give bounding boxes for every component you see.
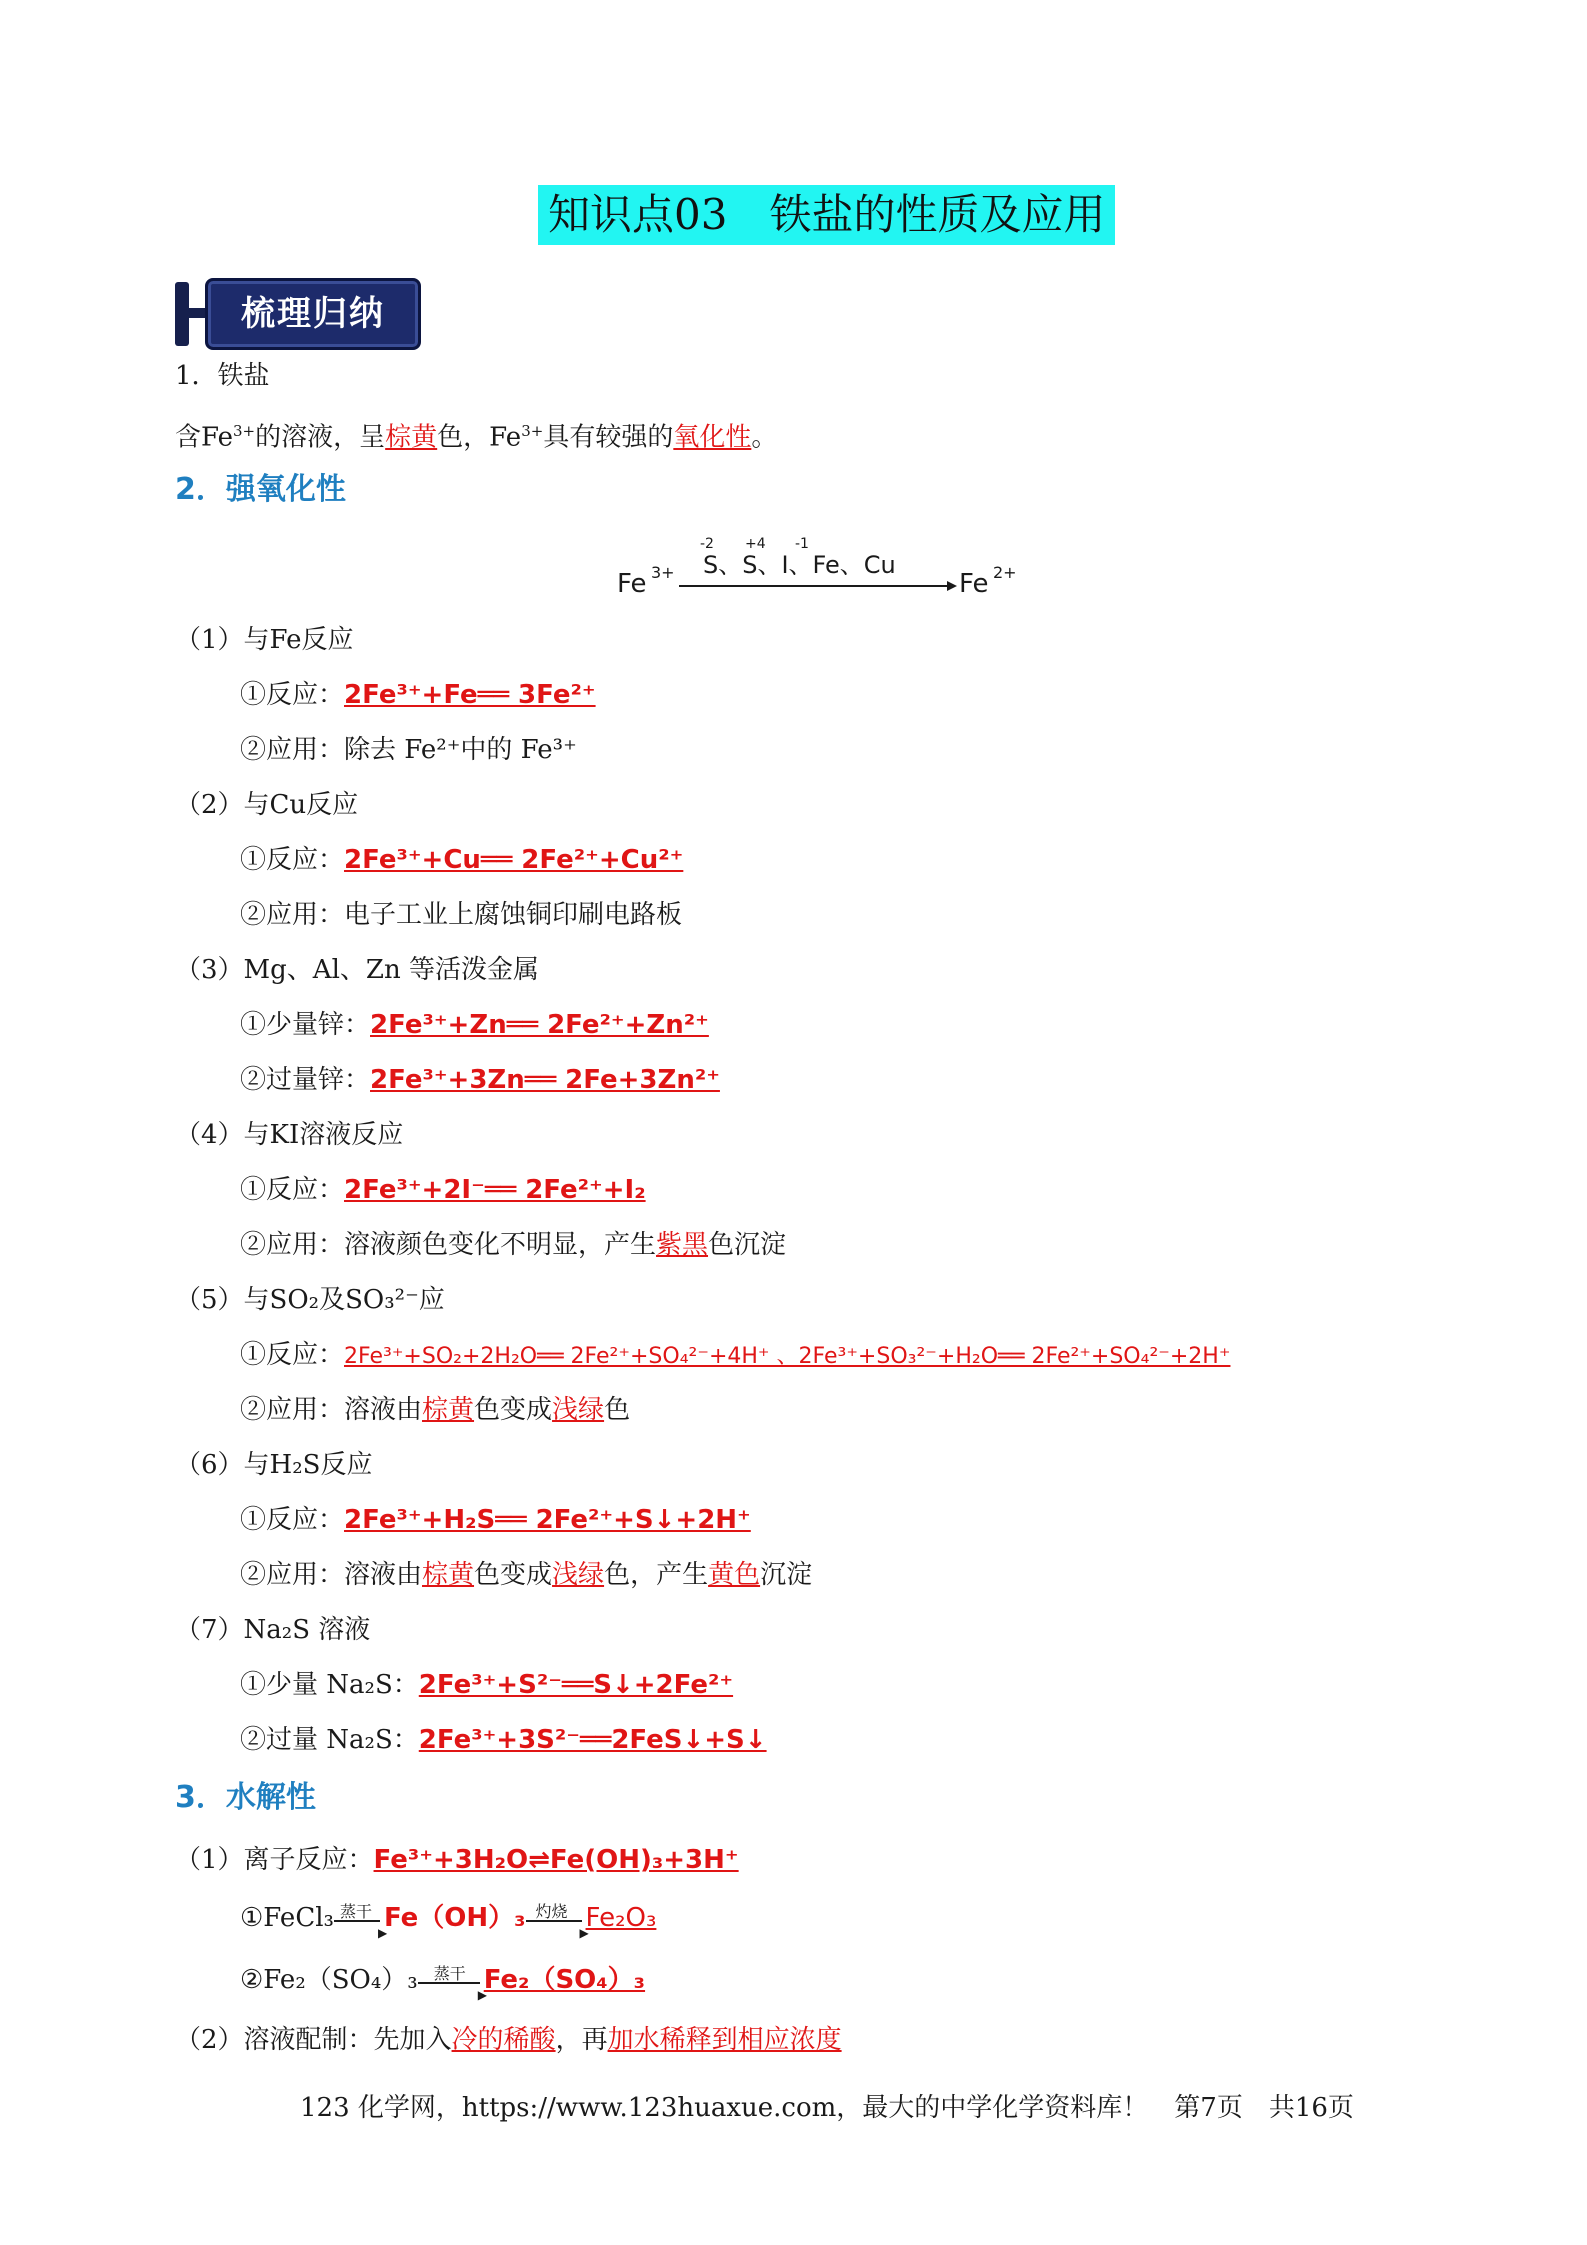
badge-hook (185, 308, 207, 318)
s3-item1-a: ①FeCl₃ 蒸干 ▶ Fe（OH）₃ 灼烧 ▶ Fe₂O₃ (240, 1902, 657, 1940)
s1-heading: 1．铁盐 (175, 361, 270, 391)
oxidation-diagram (615, 530, 1015, 610)
arrow-evaporate-2: 蒸干 ▶ (418, 1966, 484, 1996)
s2-item4-head: （4）与KI溶液反应 (175, 1120, 404, 1150)
svg-text:-1: -1 (795, 536, 809, 552)
svg-text:Fe: Fe (617, 569, 647, 599)
s2-item2-head: （2）与Cu反应 (175, 790, 359, 820)
page-title: 知识点03 铁盐的性质及应用 (538, 185, 1115, 245)
s1-desc: 含$Fe^{3+}$的溶液，呈棕黄色，$Fe^{3+}$具有较强的氧化性。 (175, 422, 778, 453)
s2-item2-r2: ②应用：电子工业上腐蚀铜印刷电路板 (240, 900, 683, 930)
s2-heading: 2．强氧化性 (175, 472, 346, 507)
arrow-calcine: 灼烧 ▶ (526, 1904, 586, 1934)
s2-item1-r1: ①反应：2Fe³⁺+Fe══ 3Fe²⁺ (240, 680, 596, 710)
s2-item5-head: （5）与SO₂及SO₃²⁻应 (175, 1285, 445, 1315)
svg-text:2+: 2+ (993, 563, 1015, 582)
s3-heading: 3．水解性 (175, 1780, 316, 1815)
s2-item7-r1: ①少量 Na₂S：2Fe³⁺+S²⁻══S↓+2Fe²⁺ (240, 1670, 734, 1700)
s2-item1-r2: ②应用：除去 Fe²⁺中的 Fe³⁺ (240, 735, 577, 765)
svg-text:S、S、I、Fe、Cu: S、S、I、Fe、Cu (703, 551, 896, 579)
svg-text:-2: -2 (700, 536, 714, 552)
s2-item4-r2: ②应用：溶液颜色变化不明显，产生紫黑色沉淀 (240, 1230, 787, 1260)
s2-item3-r2: ②过量锌：2Fe³⁺+3Zn══ 2Fe+3Zn²⁺ (240, 1065, 720, 1095)
s2-item3-head: （3）Mg、Al、Zn 等活泼金属 (175, 955, 539, 985)
s2-item4-r1: ①反应：2Fe³⁺+2I⁻══ 2Fe²⁺+I₂ (240, 1175, 646, 1205)
s2-item1-head: （1）与Fe反应 (175, 625, 354, 655)
s2-item6-r2: ②应用：溶液由棕黄色变成浅绿色，产生黄色沉淀 (240, 1560, 813, 1590)
s2-item5-r2: ②应用：溶液由棕黄色变成浅绿色 (240, 1395, 631, 1425)
svg-text:Fe: Fe (959, 569, 989, 599)
s3-item2: （2）溶液配制：先加入冷的稀酸，再加水稀释到相应浓度 (175, 2025, 842, 2055)
badge-label: 梳理归纳 (205, 278, 421, 350)
section-badge (175, 278, 425, 350)
s2-item7-r2: ②过量 Na₂S：2Fe³⁺+3S²⁻══2FeS↓+S↓ (240, 1725, 767, 1755)
s2-item3-r1: ①少量锌：2Fe³⁺+Zn══ 2Fe²⁺+Zn²⁺ (240, 1010, 709, 1040)
page-footer: 123 化学网，https://www.123huaxue.com，最大的中学化学资料库！ 第7页 共16页 (300, 2093, 1354, 2123)
s2-item7-head: （7）Na₂S 溶液 (175, 1615, 371, 1645)
s3-item1-b: ②Fe₂（SO₄）₃ 蒸干 ▶ Fe₂（SO₄）₃ (240, 1964, 646, 2002)
arrow-evaporate: 蒸干 ▶ (334, 1904, 384, 1934)
s2-item6-head: （6）与H₂S反应 (175, 1450, 373, 1480)
s2-item5-r1: ①反应：2Fe³⁺+SO₂+2H₂O══ 2Fe²⁺+SO₄²⁻+4H⁺ 、2Fe³⁺+SO₃²⁻+H₂O══ 2Fe²⁺+SO₄²⁻+2H⁺ (240, 1340, 1231, 1370)
svg-text:3+: 3+ (651, 563, 675, 582)
s2-item6-r1: ①反应：2Fe³⁺+H₂S══ 2Fe²⁺+S↓+2H⁺ (240, 1505, 751, 1535)
s2-item2-r1: ①反应：2Fe³⁺+Cu══ 2Fe²⁺+Cu²⁺ (240, 845, 684, 875)
s3-item1: （1）离子反应：Fe³⁺+3H₂O⇌Fe(OH)₃+3H⁺ (175, 1845, 739, 1875)
svg-text:+4: +4 (745, 536, 766, 552)
oxidation-arrow-svg (615, 530, 1015, 610)
